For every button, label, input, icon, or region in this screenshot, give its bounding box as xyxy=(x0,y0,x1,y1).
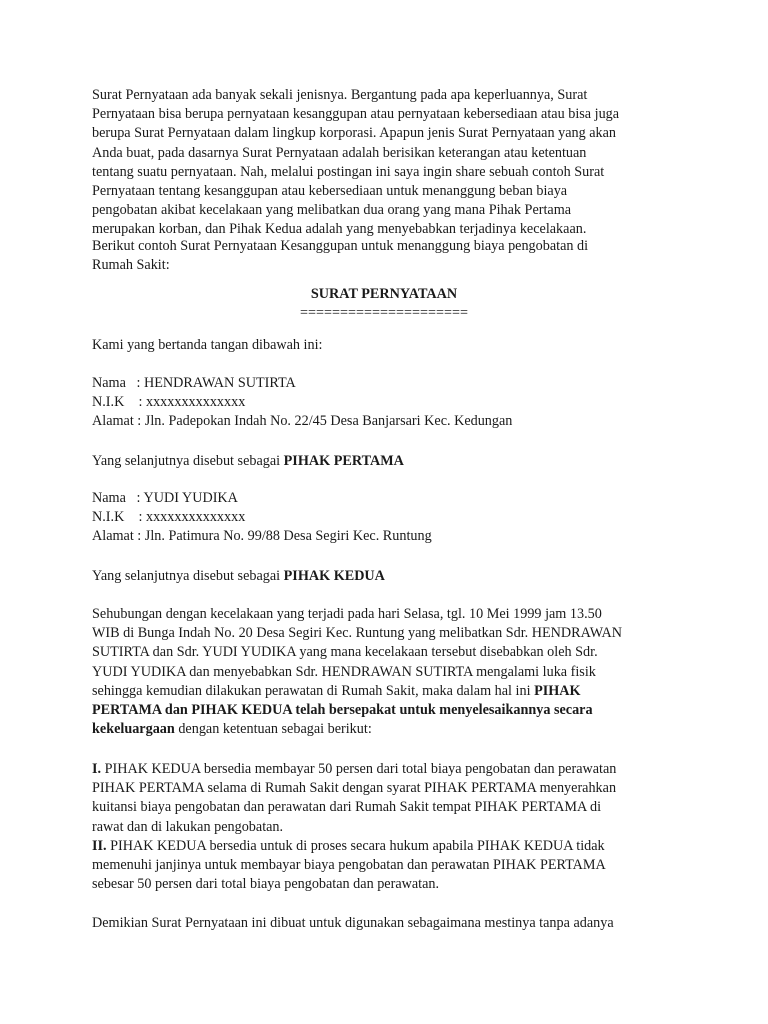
text-segment: Sehubungan dengan kecelakaan yang terjadi pada hari Selasa, tgl. 10 Mei 1999 jam 13.50 xyxy=(92,606,602,622)
text-line xyxy=(92,605,622,624)
text-segment: merupakan korban, dan Pihak Kedua adalah yang menyebabkan terjadinya kecelakaan. xyxy=(92,221,587,238)
text-line xyxy=(92,818,616,837)
text-segment: memenuhi janjinya untuk membayar biaya pengobatan dan perawatan PIHAK PERTAMA xyxy=(92,856,606,873)
text-segment: N.I.K : xxxxxxxxxxxxxx xyxy=(92,394,246,411)
incident-paragraph xyxy=(92,605,622,739)
bold-text: PIHAK PERTAMA xyxy=(283,453,404,469)
text-line xyxy=(92,237,588,256)
intro-paragraph xyxy=(92,86,619,240)
text-segment: tentang suatu pernyataan. Nah, melalui postingan ini saya ingin share sebuah contoh Surat xyxy=(92,163,605,180)
document-title xyxy=(0,285,768,323)
text-line xyxy=(92,914,614,933)
text-segment: Pernyataan tentang kesanggupan atau kebersediaan untuk menanggung beban biaya xyxy=(92,182,568,199)
text-segment: Yang selanjutnya disebut sebagai xyxy=(92,453,284,469)
text-line xyxy=(92,393,512,412)
text-line xyxy=(92,779,616,798)
text-line xyxy=(92,624,622,643)
bold-text: II. xyxy=(92,837,111,854)
signed-statement xyxy=(92,336,322,355)
bold-text: PIHAK KEDUA xyxy=(283,568,385,584)
text-line xyxy=(92,701,622,720)
text-line xyxy=(92,508,432,527)
bold-text: kekeluargaan xyxy=(92,721,175,738)
text-line xyxy=(92,856,616,875)
party2-designation xyxy=(92,567,385,586)
text-segment: berupa Surat Pernyataan dalam lingkup korporasi. Apapun jenis Surat Pernyataan yang akan xyxy=(92,125,617,142)
party1-designation xyxy=(92,452,404,471)
text-segment: dengan ketentuan sebagai berikut: xyxy=(174,721,372,738)
bold-text: PERTAMA dan PIHAK KEDUA telah bersepakat untuk menyelesaikannya secara xyxy=(92,701,593,718)
text-line xyxy=(92,105,619,124)
text-line xyxy=(92,256,588,275)
text-segment: PIHAK KEDUA bersedia untuk di proses secara hukum apabila PIHAK KEDUA tidak xyxy=(110,837,605,854)
text-line xyxy=(92,489,432,508)
party1-details xyxy=(92,374,512,432)
text-line xyxy=(92,720,622,739)
text-segment: kuitansi biaya pengobatan dan perawatan dari Rumah Sakit tempat PIHAK PERTAMA di xyxy=(92,799,602,816)
text-segment: Anda buat, pada dasarnya Surat Pernyataan adalah berisikan keterangan atau ketentuan xyxy=(92,144,587,161)
text-segment: rawat dan di lakukan pengobatan. xyxy=(92,818,284,835)
text-line xyxy=(92,643,622,662)
text-segment: Nama : HENDRAWAN SUTIRTA xyxy=(92,375,296,391)
text-segment: Yang selanjutnya disebut sebagai xyxy=(92,568,284,584)
text-segment: Demikian Surat Pernyataan ini dibuat untuk digunakan sebagaimana mestinya tanpa adanya xyxy=(92,915,614,931)
text-line xyxy=(0,304,768,323)
text-line xyxy=(92,798,616,817)
text-segment: PIHAK KEDUA bersedia membayar 50 persen dari total biaya pengobatan dan perawatan xyxy=(104,761,617,777)
text-line xyxy=(92,201,619,220)
text-segment: Nama : YUDI YUDIKA xyxy=(92,490,238,506)
text-segment: Alamat : Jln. Padepokan Indah No. 22/45 Desa Banjarsari Kec. Kedungan xyxy=(92,413,513,430)
text-segment: N.I.K : xxxxxxxxxxxxxx xyxy=(92,509,246,526)
text-segment: WIB di Bunga Indah No. 20 Desa Segiri Kec. Runtung yang melibatkan Sdr. HENDRAWAN xyxy=(92,625,623,642)
closing-paragraph xyxy=(92,914,614,933)
text-line xyxy=(92,875,616,894)
text-segment: Alamat : Jln. Patimura No. 99/88 Desa Segiri Kec. Runtung xyxy=(92,528,432,545)
text-line xyxy=(0,285,768,304)
text-segment: Surat Pernyataan ada banyak sekali jenisnya. Bergantung pada apa keperluannya, Surat xyxy=(92,87,588,103)
party2-details xyxy=(92,489,432,547)
text-segment: YUDI YUDIKA dan menyebabkan Sdr. HENDRAWAN SUTIRTA mengalami luka fisik xyxy=(92,663,596,680)
text-segment: Rumah Sakit: xyxy=(92,257,170,274)
bold-text: PIHAK xyxy=(534,682,581,699)
text-line xyxy=(92,336,322,355)
text-segment: pengobatan akibat kecelakaan yang melibatkan dua orang yang mana Pihak Pertama xyxy=(92,202,572,219)
example-intro-paragraph xyxy=(92,237,588,275)
text-segment: ===================== xyxy=(299,305,469,322)
text-segment: sebesar 50 persen dari total biaya pengobatan dan perawatan. xyxy=(92,876,440,893)
text-line xyxy=(92,86,619,105)
text-line xyxy=(92,374,512,393)
text-line xyxy=(92,163,619,182)
text-line xyxy=(92,412,512,431)
text-line xyxy=(92,837,616,856)
text-line xyxy=(92,144,619,163)
text-line xyxy=(92,663,622,682)
text-segment: Pernyataan bisa berupa pernyataan kesanggupan atau pernyataan kebersediaan atau bisa juga xyxy=(92,106,620,123)
text-segment: PIHAK PERTAMA selama di Rumah Sakit dengan syarat PIHAK PERTAMA menyerahkan xyxy=(92,780,617,797)
text-line xyxy=(92,567,385,586)
text-line xyxy=(92,682,622,701)
text-line xyxy=(92,527,432,546)
text-line xyxy=(92,124,619,143)
text-segment: Kami yang bertanda tangan dibawah ini: xyxy=(92,337,323,353)
text-segment: Berikut contoh Surat Pernyataan Kesanggupan untuk menanggung biaya pengobatan di xyxy=(92,238,589,254)
text-segment: sehingga kemudian dilakukan perawatan di Rumah Sakit, maka dalam hal ini xyxy=(92,682,535,699)
bold-text: I. xyxy=(92,761,105,777)
terms-list xyxy=(92,760,616,894)
text-line xyxy=(92,760,616,779)
text-segment: SUTIRTA dan Sdr. YUDI YUDIKA yang mana kecelakaan tersebut disebabkan oleh Sdr. xyxy=(92,644,598,661)
text-line xyxy=(92,452,404,471)
text-line xyxy=(92,182,619,201)
bold-text: SURAT PERNYATAAN xyxy=(310,286,458,302)
